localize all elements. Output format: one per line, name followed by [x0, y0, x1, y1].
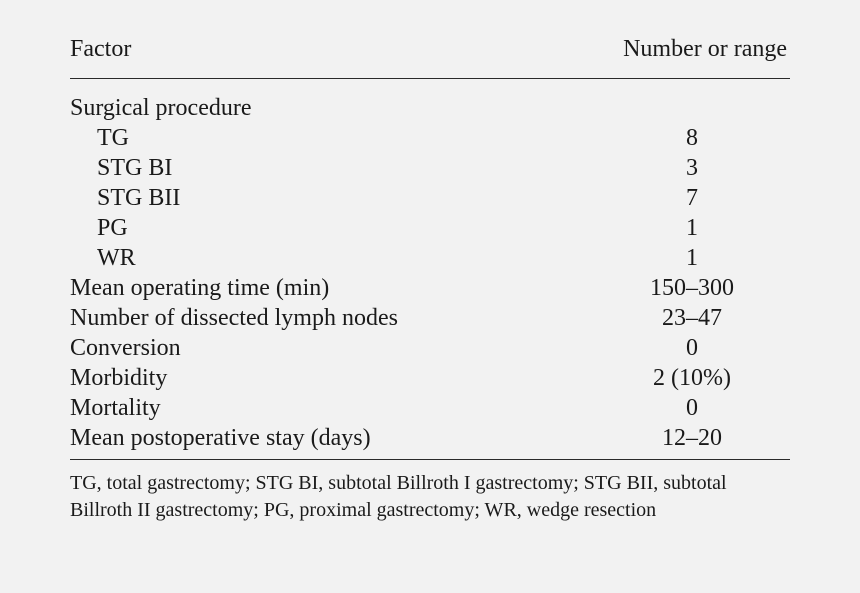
header-number-or-range: Number or range: [623, 36, 787, 62]
table-header: [70, 30, 790, 76]
row-value: 2 (10%): [653, 365, 731, 391]
row-label: PG: [97, 215, 128, 241]
row-label: WR: [97, 245, 136, 271]
table-body: [70, 79, 790, 459]
table-row: [70, 333, 790, 363]
row-value: 3: [686, 155, 698, 181]
row-label: STG BII: [97, 185, 181, 211]
data-table: [70, 30, 790, 524]
row-value: 1: [686, 245, 698, 271]
table-row: [70, 363, 790, 393]
row-value: 150–300: [650, 275, 734, 301]
row-value: 0: [686, 335, 698, 361]
row-label: Mean postoperative stay (days): [70, 425, 371, 451]
row-value: 8: [686, 125, 698, 151]
table-row: [70, 303, 790, 333]
row-value: 0: [686, 395, 698, 421]
row-value: 23–47: [662, 305, 722, 331]
row-label: TG: [97, 125, 129, 151]
row-label: Mean operating time (min): [70, 275, 330, 301]
row-value: 12–20: [662, 425, 722, 451]
table-row: [70, 183, 790, 213]
table-footnote: TG, total gastrectomy; STG BI, subtotal Billroth I gastrectomy; STG BII, subtotal Billroth II gastrectomy; PG, proximal gastrectomy; WR, wedge resection: [70, 472, 727, 521]
row-label: STG BI: [97, 155, 173, 181]
header-factor: Factor: [70, 36, 132, 62]
table-row: [70, 93, 790, 123]
table-row: [70, 123, 790, 153]
row-label: Morbidity: [70, 365, 168, 391]
row-label: Conversion: [70, 335, 181, 361]
row-value: 1: [686, 215, 698, 241]
table-row: [70, 393, 790, 423]
table-row: [70, 423, 790, 453]
table-row: [70, 243, 790, 273]
row-label: Number of dissected lymph nodes: [70, 305, 398, 331]
footer-rule: [70, 459, 790, 460]
row-value: 7: [686, 185, 698, 211]
row-label: Mortality: [70, 395, 161, 421]
row-label: Surgical procedure: [70, 95, 252, 121]
table-row: [70, 213, 790, 243]
table-row: [70, 273, 790, 303]
table-row: [70, 153, 790, 183]
